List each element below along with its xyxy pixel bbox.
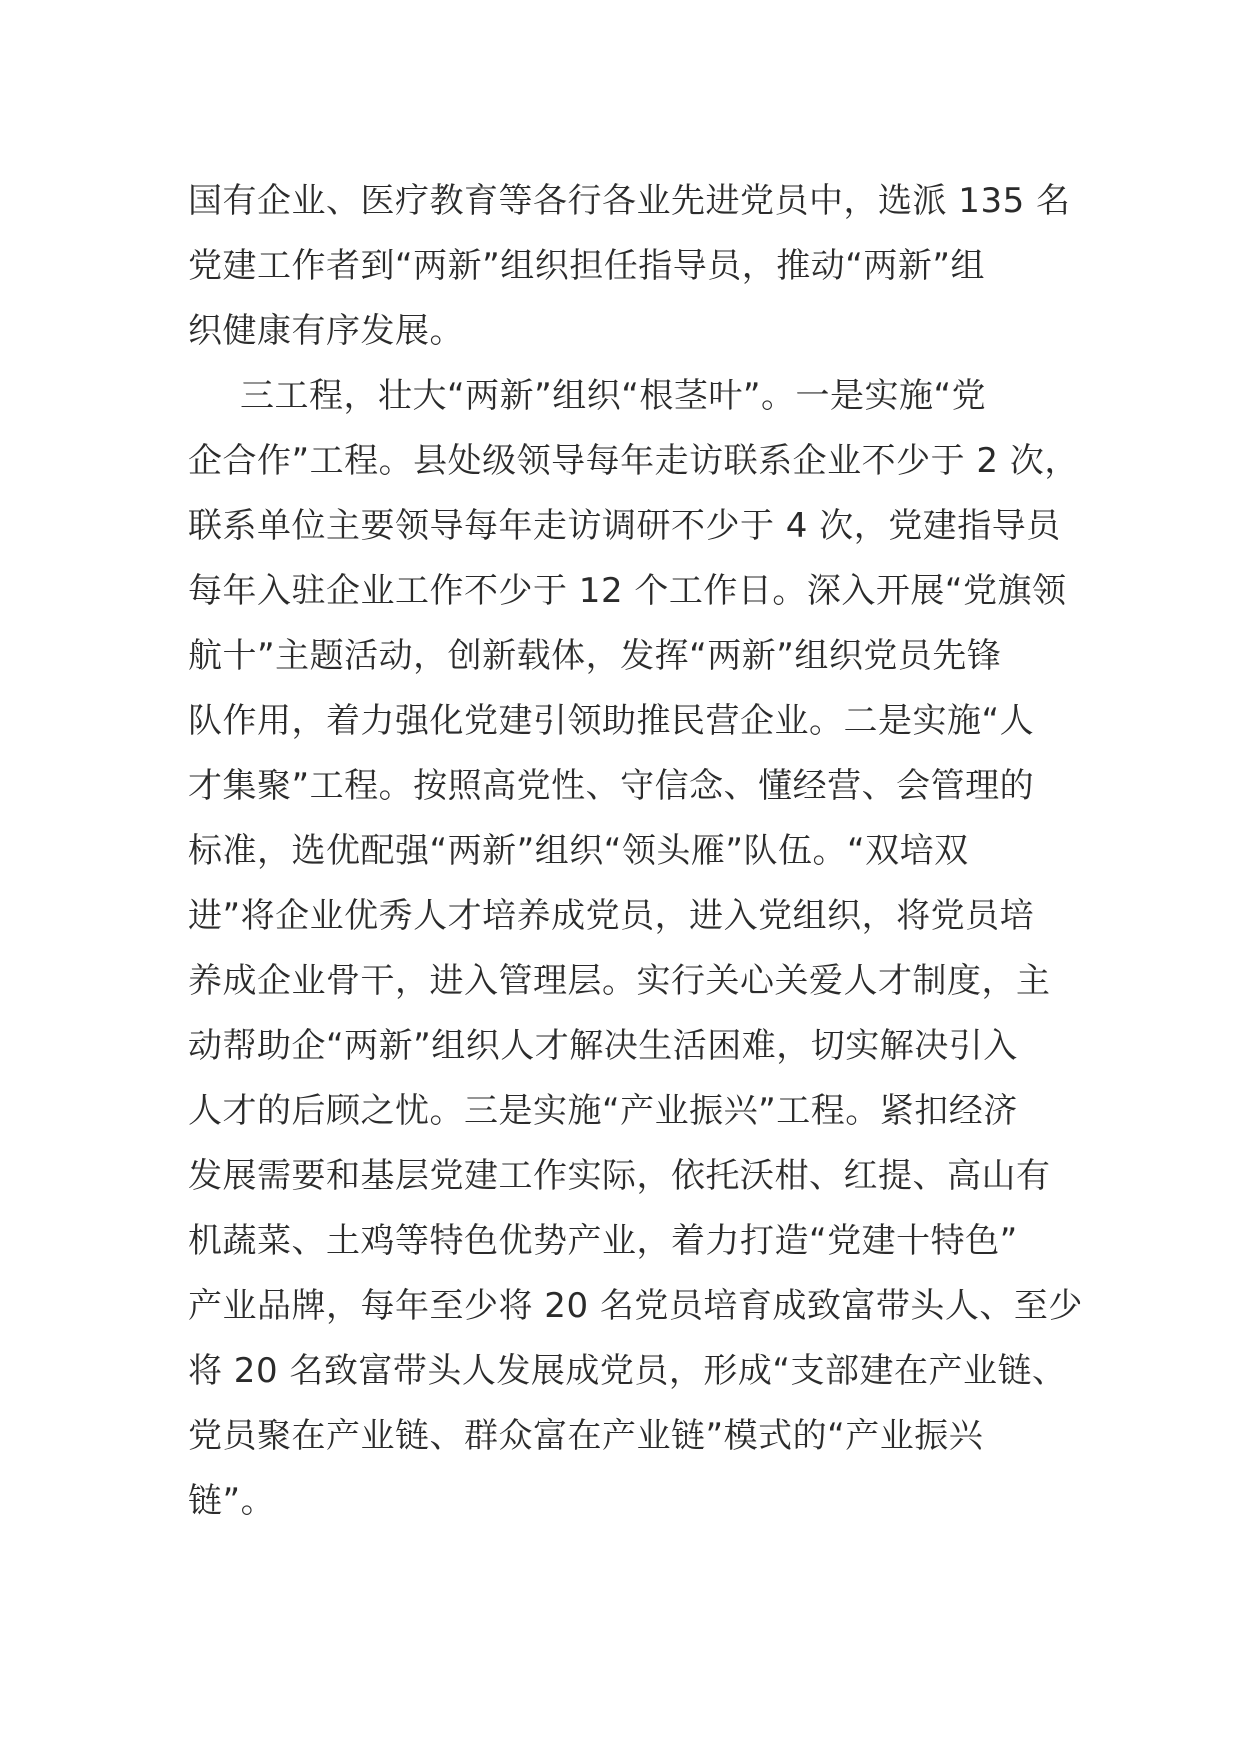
- text-line: 联系单位主要领导每年走访调研不少于 4 次，党建指导员: [188, 506, 1061, 546]
- text-line: 将 20 名致富带头人发展成党员，形成“支部建在产业链、: [188, 1351, 1067, 1391]
- text-line: 产业品牌，每年至少将 20 名党员培育成致富带头人、至少: [188, 1286, 1083, 1326]
- text-line: 标准，选优配强“两新”组织“领头雁”队伍。“双培双: [188, 831, 969, 871]
- body-text: [188, 169, 1088, 1534]
- text-line: 链”。: [188, 1481, 276, 1521]
- text-line: 航十”主题活动，创新载体，发挥“两新”组织党员先锋: [188, 636, 1002, 676]
- text-line: 国有企业、医疗教育等各行各业先进党员中，选派 135 名: [188, 181, 1071, 221]
- text-line: 每年入驻企业工作不少于 12 个工作日。深入开展“党旗领: [188, 571, 1067, 611]
- text-line: 发展需要和基层党建工作实际，依托沃柑、红提、高山有: [188, 1156, 1051, 1196]
- text-line: 才集聚”工程。按照高党性、守信念、懂经营、会管理的: [188, 766, 1035, 806]
- text-line: 党建工作者到“两新”组织担任指导员，推动“两新”组: [188, 246, 985, 286]
- text-line: 动帮助企“两新”组织人才解决生活困难，切实解决引入: [188, 1026, 1018, 1066]
- text-line: 织健康有序发展。: [188, 311, 464, 351]
- paragraph-first-line: 三工程，壮大“两新”组织“根茎叶”。一是实施“党: [240, 376, 987, 416]
- text-line: 人才的后顾之忧。三是实施“产业振兴”工程。紧扣经济: [188, 1091, 1018, 1131]
- text-line: 队作用，着力强化党建引领助推民营企业。二是实施“人: [188, 701, 1035, 741]
- text-line: 企合作”工程。县处级领导每年走访联系企业不少于 2 次，: [188, 441, 1079, 481]
- text-line: 党员聚在产业链、群众富在产业链”模式的“产业振兴: [188, 1416, 984, 1456]
- text-line: 养成企业骨干，进入管理层。实行关心关爱人才制度，主: [188, 961, 1051, 1001]
- text-line: 进”将企业优秀人才培养成党员，进入党组织，将党员培: [188, 896, 1035, 936]
- text-line: 机蔬菜、土鸡等特色优势产业，着力打造“党建十特色”: [188, 1221, 1018, 1261]
